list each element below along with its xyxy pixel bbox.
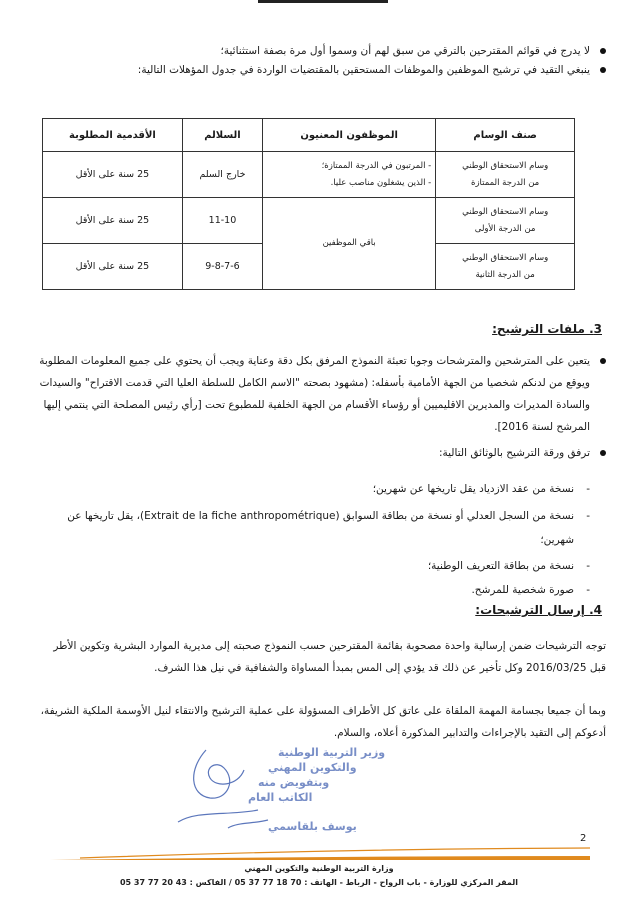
stamp-line: والتكوين المهني bbox=[268, 761, 357, 774]
document-item-text: نسخة من السجل العدلي أو نسخة من بطاقة السوابق (Extrait de la fiche anthropométrique)، يقل تاريخها عن شهرين؛ bbox=[67, 510, 574, 546]
cell-medal bbox=[436, 244, 575, 290]
medal-eligibility-table bbox=[42, 118, 575, 290]
stamp-line: وزير التربية الوطنية bbox=[278, 746, 386, 759]
document-item-text: نسخة من عقد الازدياد يقل تاريخها عن شهرين؛ bbox=[372, 483, 574, 495]
intro-bullet-text: ينبغي التقيد في ترشيح الموظفين والموظفات المستحقين بالمقتضيات الواردة في جدول المؤهلات التالية: bbox=[137, 64, 590, 76]
intro-bullets bbox=[60, 42, 608, 80]
table-row bbox=[43, 152, 575, 198]
page-number: 2 bbox=[580, 833, 587, 844]
dash-icon: - bbox=[586, 483, 590, 495]
list-item bbox=[36, 581, 592, 600]
table-row bbox=[43, 198, 575, 244]
dash-icon: - bbox=[586, 510, 590, 522]
sending-paragraph: توجه الترشيحات ضمن إرسالية واحدة مصحوبة بقائمة المقترحين حسب النموذج صحبته إلى مديرية الموارد البشرية وتكوين الأطر قبل 2016/03/25 وكل تأخير عن ذلك قد يؤدي إلى المس بمبدأ المساواة والشفافية في نيل هذا الشرف. bbox=[53, 640, 606, 674]
medal-name: وسام الاستحقاق الوطني bbox=[462, 160, 549, 171]
cell-scale: 11-10 bbox=[182, 198, 262, 244]
section3-title: 3. ملفات الترشيح: bbox=[492, 322, 602, 336]
cell-medal bbox=[436, 198, 575, 244]
cell-seniority: 25 سنة على الأقل bbox=[43, 244, 183, 290]
document-item-text: نسخة من بطاقة التعريف الوطنية؛ bbox=[427, 560, 574, 572]
section3-bullets bbox=[36, 350, 608, 463]
stamp-line: يوسف بلقاسمي bbox=[268, 820, 357, 833]
intro-bullet bbox=[60, 61, 608, 80]
stamp-line: وبتفويض منه bbox=[258, 776, 330, 789]
document-item-text: صورة شخصية للمرشح. bbox=[471, 584, 574, 596]
section4-title: 4. إرسال الترشيحات: bbox=[475, 603, 602, 617]
section3-bullet-text: يتعين على المترشحين والمترشحات وجوبا تعبئة النموذج المرفق بكل دقة وعناية ويجب أن يحتوي على جميع المعلومات المطلوبة ويوقع من لدنكم شخصيا من الجهة الأمامية بأسفله: (مشهود بصحته "الاسم الكامل للسلطة العليا التي قدمت الاقتراح" والسيدات والسادة المديرات والمديرين الاقليميين أو رؤساء الأقسام من الجهة الخلفية للمطبوع تحت [رأي رئيس المصلحة التي ينتمي إليها المرشح لسنة 2016]. bbox=[39, 355, 590, 433]
medal-grade: من الدرجة الأولى bbox=[474, 223, 536, 234]
header-medal-class: صنف الوسام bbox=[436, 119, 575, 152]
header-scales: السلالم bbox=[182, 119, 262, 152]
list-item bbox=[36, 480, 592, 499]
top-rule bbox=[258, 0, 388, 3]
stamp-line: الكاتب العام bbox=[248, 791, 313, 804]
cell-scale: خارج السلم bbox=[182, 152, 262, 198]
cell-seniority: 25 سنة على الأقل bbox=[43, 152, 183, 198]
table-header-row bbox=[43, 119, 575, 152]
bullet-dot-icon bbox=[600, 358, 606, 364]
section3-bullet bbox=[36, 350, 608, 438]
section3-bullet-text: ترفق ورقة الترشيح بالوثائق التالية: bbox=[438, 447, 590, 459]
dash-icon: - bbox=[586, 584, 590, 596]
bullet-dot-icon bbox=[600, 67, 606, 73]
cell-staff-merged: باقي الموظفين bbox=[263, 198, 436, 290]
list-item bbox=[36, 557, 592, 576]
bullet-dot-icon bbox=[600, 48, 606, 54]
medal-name: وسام الاستحقاق الوطني bbox=[462, 206, 549, 217]
required-documents-list bbox=[36, 480, 592, 600]
cell-scale: 9-8-7-6 bbox=[182, 244, 262, 290]
footer-address: المقر المركزي للوزارة - باب الرواح - الرباط - الهاتف : 70 18 77 37 05 / الفاكس : 43 20 77 37 05 bbox=[119, 878, 518, 887]
staff-line: - الذين يشغلون مناصب عليا. bbox=[330, 177, 432, 188]
intro-bullet bbox=[60, 42, 608, 61]
medal-name: وسام الاستحقاق الوطني bbox=[462, 252, 549, 263]
bullet-dot-icon bbox=[600, 450, 606, 456]
intro-bullet-text: لا يدرج في قوائم المقترحين بالترقي من سبق لهم أن وسموا أول مرة بصفة استثنائية؛ bbox=[220, 45, 590, 57]
footer-rule bbox=[50, 845, 590, 861]
staff-line: - المرتبون في الدرجة الممتازة؛ bbox=[321, 160, 432, 171]
cell-seniority: 25 سنة على الأقل bbox=[43, 198, 183, 244]
cell-staff bbox=[263, 152, 436, 198]
dash-icon: - bbox=[586, 560, 590, 572]
medal-grade: من الدرجة الممتازة bbox=[470, 177, 540, 188]
header-staff: الموظفون المعنيون bbox=[263, 119, 436, 152]
section3-bullet bbox=[36, 444, 608, 463]
list-item bbox=[36, 504, 592, 552]
official-stamp bbox=[118, 740, 386, 835]
medal-grade: من الدرجة الثانية bbox=[475, 269, 535, 280]
header-seniority: الأقدمية المطلوبة bbox=[43, 119, 183, 152]
closing-paragraph: وبما أن جميعا بجسامة المهمة الملقاة على عاتق كل الأطراف المسؤولة على عملية الترشيح والانتقاء لنيل الأوسمة الملكية الشريفة، أدعوكم إلى التقيد بالإجراءات والتدابير المذكورة أعلاه، والسلام. bbox=[40, 705, 606, 739]
cell-medal bbox=[436, 152, 575, 198]
footer-ministry: وزارة التربية الوطنية والتكوين المهني bbox=[244, 864, 394, 873]
